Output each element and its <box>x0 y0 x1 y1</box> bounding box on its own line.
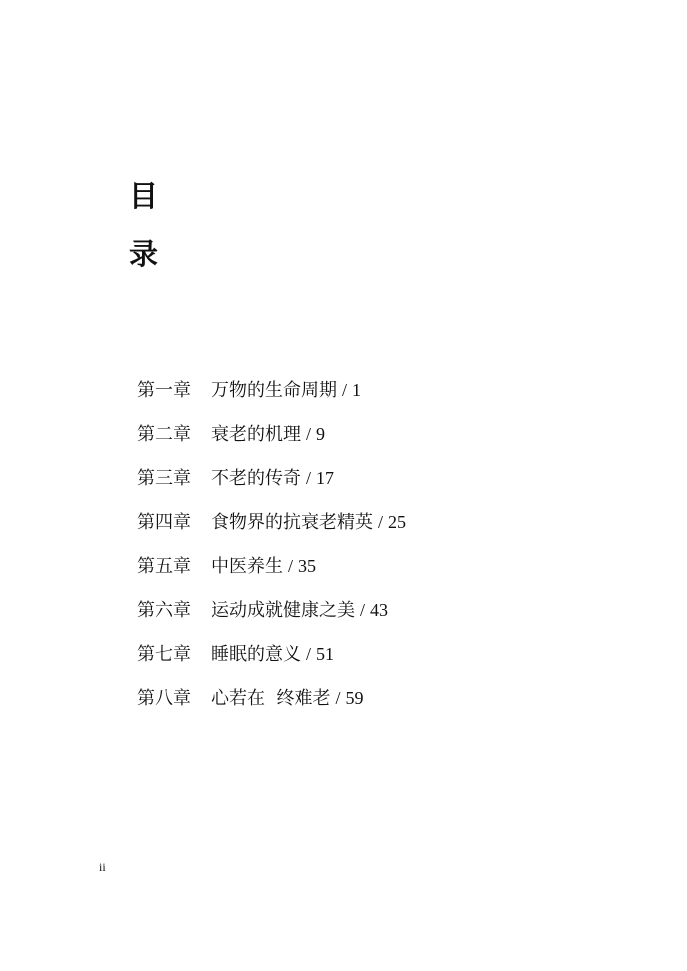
toc-entry-8 <box>137 682 406 726</box>
chapter-title: 睡眠的意义 <box>211 644 301 665</box>
toc-entry-6 <box>137 594 406 638</box>
chapter-number: 第七章 <box>137 644 191 665</box>
page-separator: / <box>306 468 312 488</box>
page-number: 35 <box>298 556 317 576</box>
page-separator: / <box>335 688 341 708</box>
chapter-title: 中医养生 <box>211 556 283 577</box>
toc-heading-char-1: 目 <box>129 179 159 213</box>
chapter-title: 不老的传奇 <box>211 468 301 489</box>
page-number: 43 <box>370 600 389 620</box>
chapter-number: 第八章 <box>137 688 191 709</box>
page-number: 25 <box>388 512 407 532</box>
page-separator: / <box>360 600 366 620</box>
page-separator: / <box>306 424 312 444</box>
toc-entry-2 <box>137 418 406 462</box>
chapter-number: 第四章 <box>137 512 191 533</box>
chapter-title: 衰老的机理 <box>211 424 301 445</box>
chapter-title: 食物界的抗衰老精英 <box>211 512 373 533</box>
toc-entry-7 <box>137 638 406 682</box>
toc-entry-5 <box>137 550 406 594</box>
page-number: 17 <box>316 468 335 488</box>
page-number: 59 <box>345 688 364 708</box>
chapter-number: 第二章 <box>137 424 191 445</box>
toc-heading-char-2: 录 <box>129 237 159 271</box>
chapter-title: 万物的生命周期 <box>211 380 337 401</box>
page-number: 1 <box>352 380 362 400</box>
toc-entry-3 <box>137 462 406 506</box>
chapter-title: 运动成就健康之美 <box>211 600 355 621</box>
page-number: 51 <box>316 644 335 664</box>
page-separator: / <box>378 512 384 532</box>
page-separator: / <box>288 556 294 576</box>
page-number: 9 <box>316 424 326 444</box>
page-separator: / <box>342 380 348 400</box>
chapter-number: 第三章 <box>137 468 191 489</box>
toc-entry-4 <box>137 506 406 550</box>
page-separator: / <box>306 644 312 664</box>
page-folio: ii <box>99 860 106 874</box>
chapter-number: 第六章 <box>137 600 191 621</box>
chapter-number: 第五章 <box>137 556 191 577</box>
toc-entry-1 <box>137 374 406 418</box>
chapter-number: 第一章 <box>137 380 191 401</box>
table-of-contents <box>137 374 406 726</box>
chapter-title: 心若在 终难老 <box>211 688 331 709</box>
